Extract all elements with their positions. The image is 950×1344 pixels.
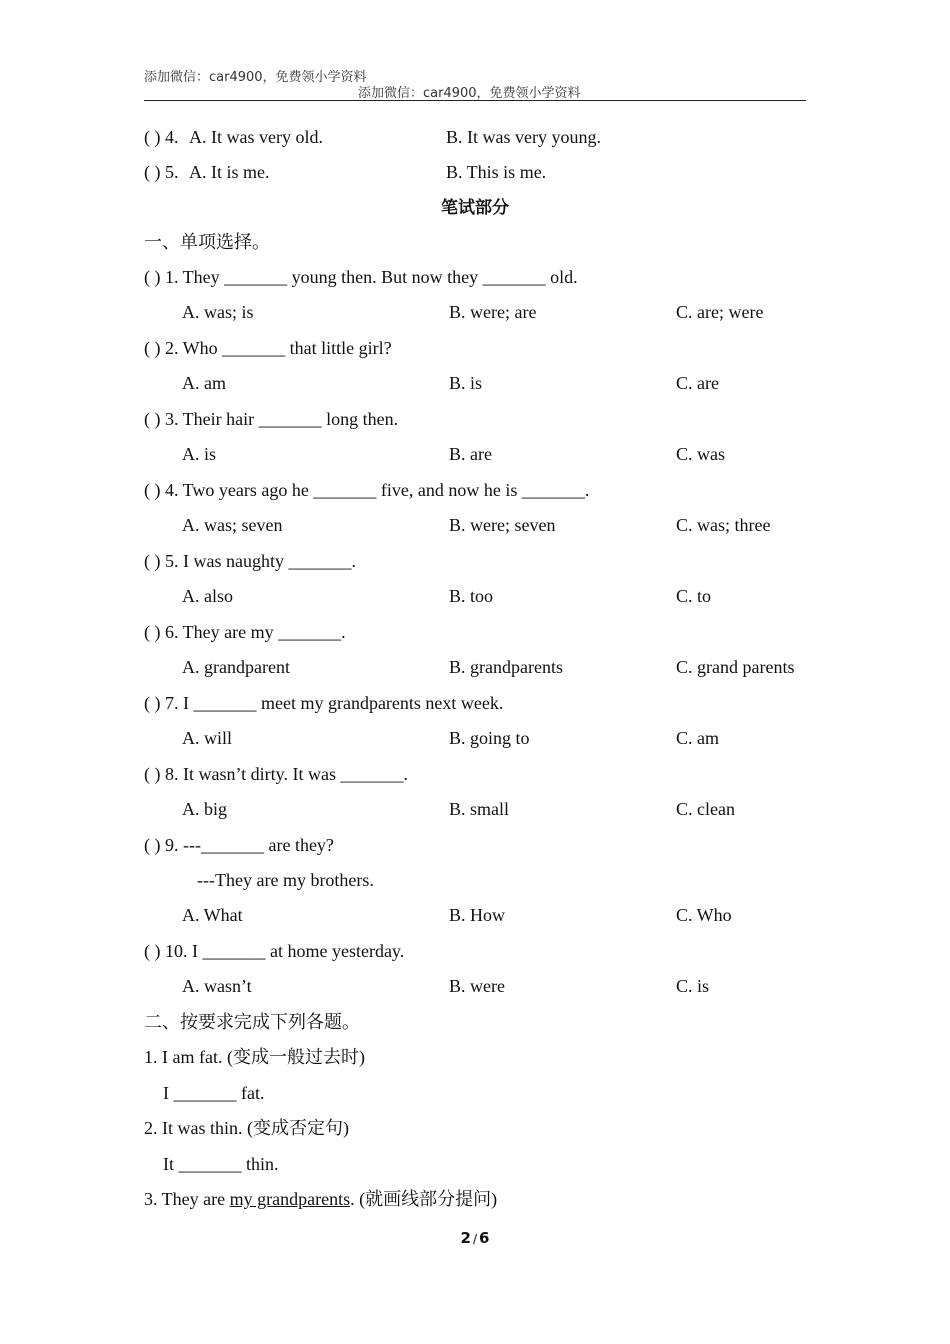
option-b: B. were bbox=[449, 976, 505, 996]
task-answer: It _______ thin. bbox=[163, 1154, 279, 1174]
option-c: C. is bbox=[676, 976, 710, 996]
question-stem: ( ) 1. They _______ young then. But now they _______ old. bbox=[144, 267, 578, 287]
option-a: A. is bbox=[182, 444, 217, 464]
option-a: A. am bbox=[182, 373, 226, 393]
question-stem: ( ) 9. ---_______ are they? bbox=[144, 835, 334, 855]
option-b: B. small bbox=[449, 799, 510, 819]
watermark-line-1: 添加微信：car4900，免费领小学资料 bbox=[144, 70, 367, 85]
question-stem: ( ) 8. It wasn’t dirty. It was _______. bbox=[144, 764, 408, 784]
option-a: A. wasn’t bbox=[182, 976, 252, 996]
option-c: C. was; three bbox=[676, 515, 771, 535]
underlined-phrase: my grandparents bbox=[229, 1189, 351, 1209]
listening-q5-option-b: B. This is me. bbox=[446, 162, 547, 182]
option-b: B. too bbox=[449, 586, 494, 606]
option-c: C. clean bbox=[676, 799, 735, 819]
option-c: C. are bbox=[676, 373, 719, 393]
task-question-suffix: . (就画线部分提问) bbox=[350, 1189, 498, 1209]
option-b: B. is bbox=[449, 373, 483, 393]
listening-q4-a: ( ) 4. bbox=[144, 127, 179, 147]
option-c: C. grand parents bbox=[676, 657, 795, 677]
option-b: B. were; are bbox=[449, 302, 537, 322]
task-question bbox=[144, 1188, 497, 1210]
option-c: C. to bbox=[676, 586, 712, 606]
section2-heading: 二、按要求完成下列各题。 bbox=[144, 1012, 360, 1032]
option-a: A. grandparent bbox=[182, 657, 290, 677]
header-divider bbox=[144, 100, 806, 101]
option-a: A. was; seven bbox=[182, 515, 283, 535]
task-question-prefix: 3. They are bbox=[144, 1189, 230, 1209]
option-b: B. going to bbox=[449, 728, 530, 748]
option-b: B. How bbox=[449, 905, 506, 925]
page-number bbox=[0, 1229, 950, 1247]
task-question: 2. It was thin. (变成否定句) bbox=[144, 1118, 349, 1138]
option-b: B. grandparents bbox=[449, 657, 563, 677]
written-section-title: 笔试部分 bbox=[441, 198, 509, 218]
question-stem: ( ) 5. I was naughty _______. bbox=[144, 551, 356, 571]
page-current: 2 bbox=[460, 1229, 471, 1247]
task-answer: I _______ fat. bbox=[163, 1083, 265, 1103]
question-stem: ( ) 4. Two years ago he _______ five, and now he is _______. bbox=[144, 480, 590, 500]
section1-heading: 一、单项选择。 bbox=[144, 232, 270, 252]
watermark-line-2: 添加微信：car4900，免费领小学资料 bbox=[358, 86, 581, 101]
option-a: A. What bbox=[182, 905, 243, 925]
option-b: B. were; seven bbox=[449, 515, 556, 535]
listening-q4-option-a: A. It was very old. bbox=[189, 127, 323, 147]
listening-q5-prefix: ( ) 5. bbox=[144, 162, 179, 182]
option-b: B. are bbox=[449, 444, 492, 464]
option-c: C. was bbox=[676, 444, 725, 464]
answer-line: ---They are my brothers. bbox=[197, 870, 374, 890]
question-stem: ( ) 10. I _______ at home yesterday. bbox=[144, 941, 405, 961]
option-a: A. also bbox=[182, 586, 233, 606]
option-c: C. are; were bbox=[676, 302, 764, 322]
page-total: 6 bbox=[479, 1229, 490, 1247]
option-a: A. big bbox=[182, 799, 227, 819]
option-a: A. was; is bbox=[182, 302, 254, 322]
question-stem: ( ) 3. Their hair _______ long then. bbox=[144, 409, 399, 429]
option-a: A. will bbox=[182, 728, 233, 748]
page-separator: / bbox=[472, 1232, 478, 1246]
listening-q5-option-a: A. It is me. bbox=[189, 162, 270, 182]
question-stem: ( ) 6. They are my _______. bbox=[144, 622, 346, 642]
question-stem: ( ) 7. I _______ meet my grandparents next week. bbox=[144, 693, 504, 713]
option-c: C. Who bbox=[676, 905, 732, 925]
task-question: 1. I am fat. (变成一般过去时) bbox=[144, 1047, 365, 1067]
listening-q4-option-b: B. It was very young. bbox=[446, 127, 601, 147]
option-c: C. am bbox=[676, 728, 719, 748]
question-stem: ( ) 2. Who _______ that little girl? bbox=[144, 338, 392, 358]
